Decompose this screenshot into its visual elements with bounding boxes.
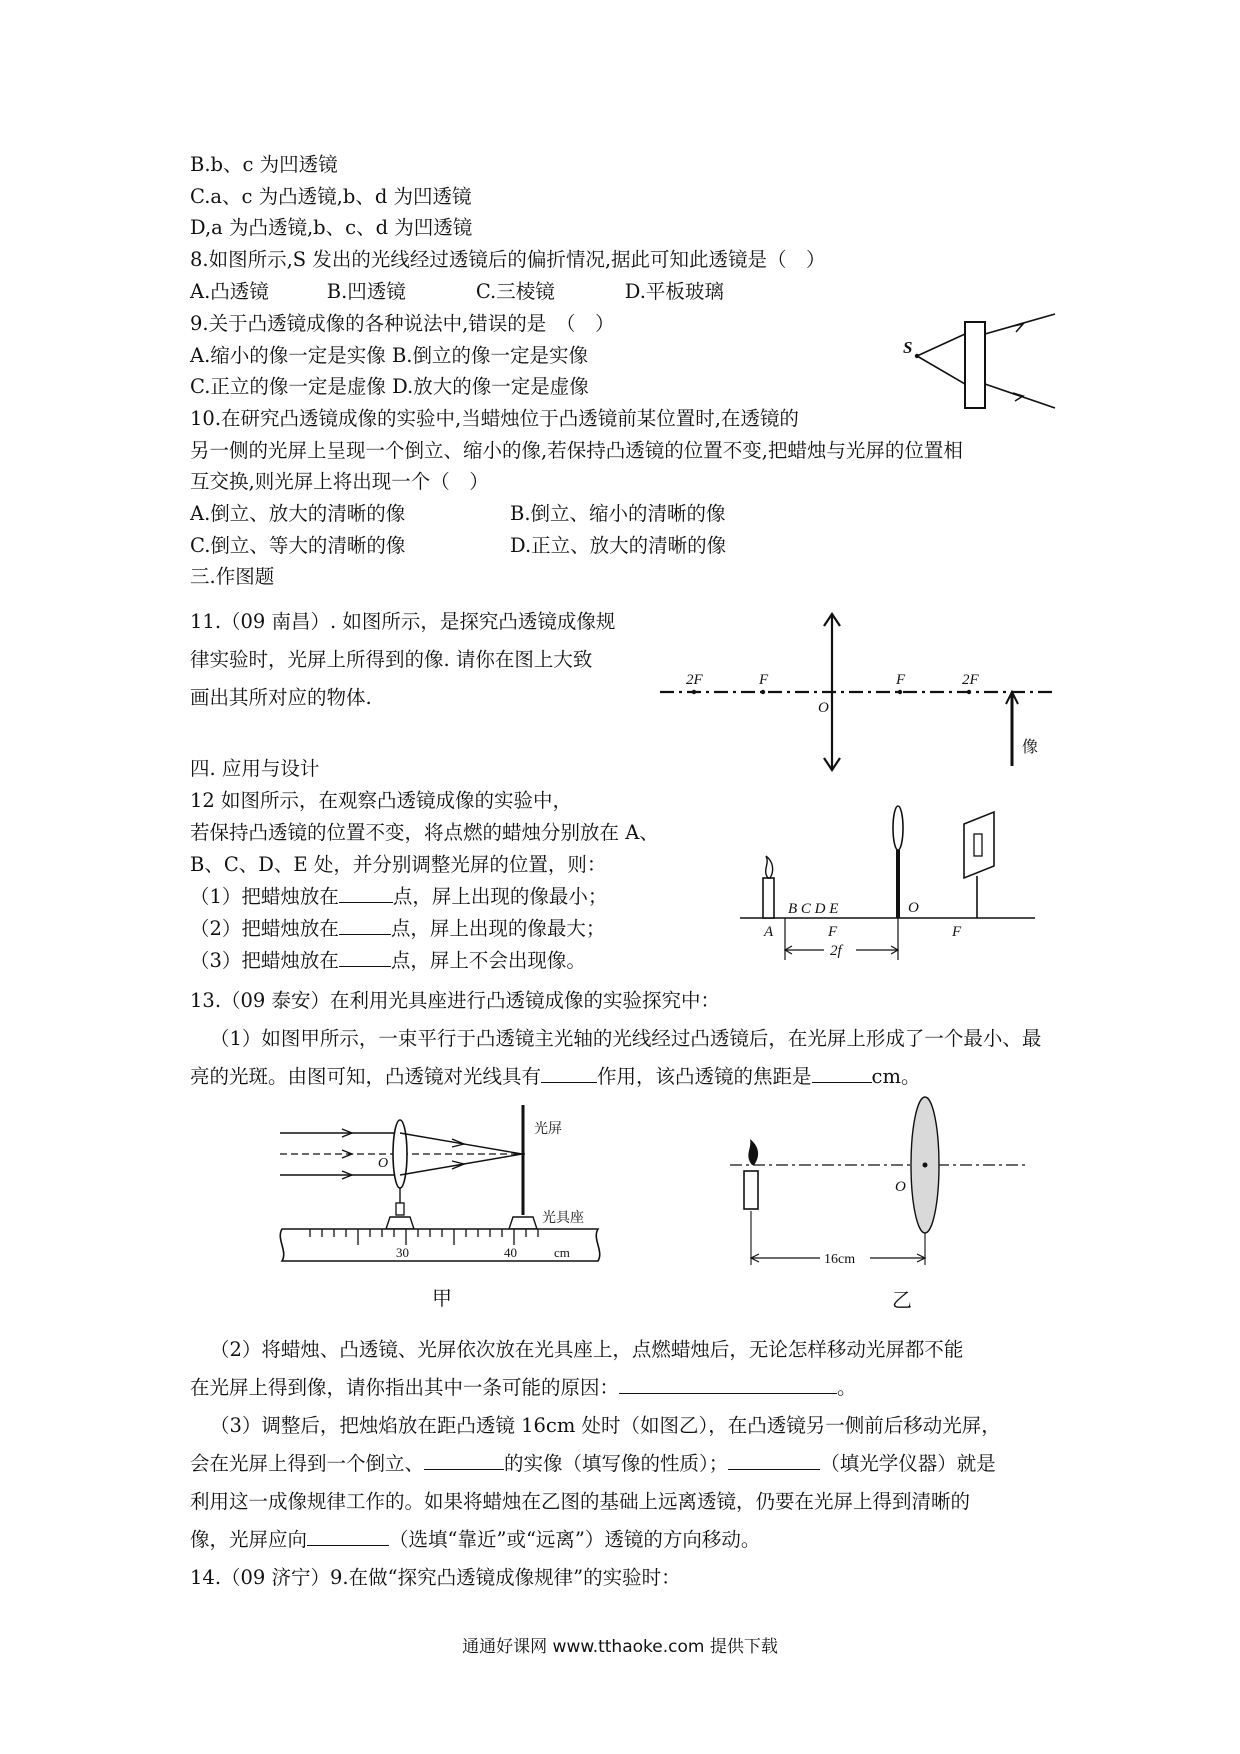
q12-label-f1: F bbox=[828, 924, 838, 940]
q7-option-c: C.a、c 为凸透镜,b、d 为凹透镜 bbox=[190, 185, 472, 208]
q12-bench-diagram bbox=[740, 800, 1040, 970]
q13-blank-reason[interactable] bbox=[619, 1375, 837, 1394]
q12-sub2 bbox=[190, 916, 605, 942]
q13-p3d-end: （选填“靠近”或“远离”）透镜的方向移动。 bbox=[389, 1528, 761, 1551]
q13-p1-pre: 亮的光斑。由图可知，凸透镜对光线具有 bbox=[190, 1065, 542, 1088]
q13-p3-line4 bbox=[190, 1527, 760, 1553]
q9-options-ab: A.缩小的像一定是实像 B.倒立的像一定是实像 bbox=[190, 344, 589, 367]
q8-options bbox=[190, 279, 724, 305]
q13-p2-line1: （2）将蜡烛、凸透镜、光屏依次放在光具座上，点燃蜡烛后，无论怎样移动光屏都不能 bbox=[210, 1338, 964, 1361]
q13-p2-pre: 在光屏上得到像，请你指出其中一条可能的原因： bbox=[190, 1376, 620, 1399]
q13-p3-line3: 利用这一成像规律工作的。如果将蜡烛在乙图的基础上远离透镜，仍要在光屏上得到清晰的 bbox=[190, 1490, 971, 1513]
q12-sub1 bbox=[190, 884, 607, 910]
q10-option-a: A.倒立、放大的清晰的像 bbox=[190, 502, 406, 525]
q12-sub1-pre: （1）把蜡烛放在 bbox=[190, 885, 339, 908]
jia-label-screen: 光屏 bbox=[534, 1122, 562, 1137]
q13-p3-pre: 会在光屏上得到一个倒立、 bbox=[190, 1452, 425, 1475]
jia-label-bench: 光具座 bbox=[542, 1211, 584, 1226]
q11-label-o: O bbox=[818, 700, 829, 716]
q12-sub2-post: 点，屏上出现的像最大； bbox=[390, 917, 606, 940]
q12-line2: 若保持凸透镜的位置不变，将点燃的蜡烛分别放在 A、 bbox=[190, 821, 659, 844]
q12-label-o: O bbox=[908, 900, 919, 916]
q13-blank-direction[interactable] bbox=[307, 1527, 389, 1546]
q10-line3: 互交换,则光屏上将出现一个（ ） bbox=[190, 470, 489, 493]
section-4-heading: 四. 应用与设计 bbox=[190, 757, 320, 780]
q10-line2: 另一侧的光屏上呈现一个倒立、缩小的像,若保持凸透镜的位置不变,把蜡烛与光屏的位置相 bbox=[190, 439, 963, 462]
q11-line3: 画出其所对应的物体. bbox=[190, 686, 372, 709]
q12-line3: B、C、D、E 处，并分别调整光屏的位置，则： bbox=[190, 853, 607, 876]
q12-label-a: A bbox=[764, 924, 774, 940]
q8-option-c: C.三棱镜 bbox=[475, 280, 555, 303]
q13-p2-line2 bbox=[190, 1375, 857, 1401]
q13-p1-end: cm。 bbox=[871, 1065, 921, 1088]
q13-p1-line1: （1）如图甲所示，一束平行于凸透镜主光轴的光线经过凸透镜后，在光屏上形成了一个最小、最 bbox=[210, 1027, 1042, 1050]
jia-tick-30: 30 bbox=[396, 1245, 409, 1260]
q12-blank-3[interactable] bbox=[339, 948, 391, 967]
q11-line1: 11.（09 南昌）. 如图所示，是探究凸透镜成像规 bbox=[190, 610, 616, 633]
q12-blank-2[interactable] bbox=[339, 916, 391, 935]
q11-lens-diagram bbox=[660, 612, 1060, 772]
q10-option-c: C.倒立、等大的清晰的像 bbox=[190, 534, 406, 557]
q12-sub3-post: 点，屏上不会出现像。 bbox=[390, 949, 586, 972]
q13-blank-property[interactable] bbox=[424, 1451, 504, 1470]
q13-figure-yi bbox=[730, 1095, 1030, 1315]
q13-blank-focal[interactable] bbox=[812, 1064, 872, 1083]
q9-stem: 9.关于凸透镜成像的各种说法中,错误的是 （ ） bbox=[190, 312, 615, 335]
q11-label-f-right: F bbox=[896, 672, 906, 688]
q11-line2: 律实验时，光屏上所得到的像. 请你在图上大致 bbox=[190, 648, 593, 671]
q13-p3-mid: 的实像（填写像的性质）； bbox=[504, 1452, 729, 1475]
q13-blank-instrument[interactable] bbox=[728, 1451, 820, 1470]
q13-blank-action[interactable] bbox=[541, 1064, 597, 1083]
jia-label-o: O bbox=[378, 1156, 389, 1171]
q12-blank-1[interactable] bbox=[339, 884, 393, 903]
yi-label-o: O bbox=[895, 1179, 906, 1195]
section-3-heading: 三.作图题 bbox=[190, 565, 275, 588]
q12-line1: 12 如图所示，在观察凸透镜成像的实验中， bbox=[190, 789, 573, 812]
q12-label-bcde: B C D E bbox=[788, 901, 839, 917]
q11-label-image: 像 bbox=[1022, 739, 1039, 756]
q13-p3d-pre: 像，光屏应向 bbox=[190, 1528, 308, 1551]
q11-label-2f-right: 2F bbox=[962, 672, 979, 688]
q13-p1-line2 bbox=[190, 1064, 920, 1090]
q13-p3-line2 bbox=[190, 1451, 996, 1477]
q8-option-d: D.平板玻璃 bbox=[624, 280, 724, 303]
q8-option-a: A.凸透镜 bbox=[190, 280, 269, 303]
q12-label-2f: 2f bbox=[830, 943, 842, 959]
q12-sub1-post: 点，屏上出现的像最小； bbox=[392, 885, 608, 908]
q12-sub3 bbox=[190, 948, 586, 974]
jia-unit: cm bbox=[554, 1245, 570, 1260]
q13-p3-line1: （3）调整后，把烛焰放在距凸透镜 16cm 处时（如图乙），在凸透镜另一侧前后移动光屏， bbox=[210, 1414, 1001, 1437]
page-footer: 通通好课网 www.tthaoke.com 提供下载 bbox=[462, 1637, 778, 1657]
q14-stem: 14.（09 济宁）9.在做“探究凸透镜成像规律”的实验时： bbox=[190, 1566, 681, 1589]
q12-sub3-pre: （3）把蜡烛放在 bbox=[190, 949, 339, 972]
q10-line1: 10.在研究凸透镜成像的实验中,当蜡烛位于凸透镜前某位置时,在透镜的 bbox=[190, 407, 799, 430]
q13-p1-mid: 作用，该凸透镜的焦距是 bbox=[597, 1065, 812, 1088]
q11-label-2f-left: 2F bbox=[686, 672, 703, 688]
q13-p2-end: 。 bbox=[837, 1376, 857, 1399]
q11-label-f-left: F bbox=[759, 672, 769, 688]
q12-label-f2: F bbox=[952, 924, 962, 940]
yi-caption: 乙 bbox=[892, 1290, 912, 1312]
q8-label-s: S bbox=[903, 338, 913, 357]
q8-option-b: B.凹透镜 bbox=[326, 280, 406, 303]
jia-tick-40: 40 bbox=[504, 1245, 517, 1260]
jia-caption: 甲 bbox=[432, 1288, 452, 1310]
q9-options-cd: C.正立的像一定是虚像 D.放大的像一定是虚像 bbox=[190, 375, 589, 398]
q10-option-b: B.倒立、缩小的清晰的像 bbox=[510, 502, 726, 525]
yi-label-16cm: 16cm bbox=[824, 1252, 856, 1267]
q12-sub2-pre: （2）把蜡烛放在 bbox=[190, 917, 339, 940]
q7-option-b: B.b、c 为凹透镜 bbox=[190, 153, 338, 176]
q13-figure-jia bbox=[280, 1105, 610, 1315]
q7-option-d: D,a 为凸透镜,b、c、d 为凹透镜 bbox=[190, 216, 473, 239]
q13-stem: 13.（09 泰安）在利用光具座进行凸透镜成像的实验探究中： bbox=[190, 989, 721, 1012]
q10-option-d: D.正立、放大的清晰的像 bbox=[510, 534, 727, 557]
q13-p3-end: （填光学仪器）就是 bbox=[820, 1452, 996, 1475]
q8-lens-figure bbox=[895, 320, 1065, 410]
q8-stem: 8.如图所示,S 发出的光线经过透镜后的偏折情况,据此可知此透镜是（ ） bbox=[190, 248, 826, 271]
